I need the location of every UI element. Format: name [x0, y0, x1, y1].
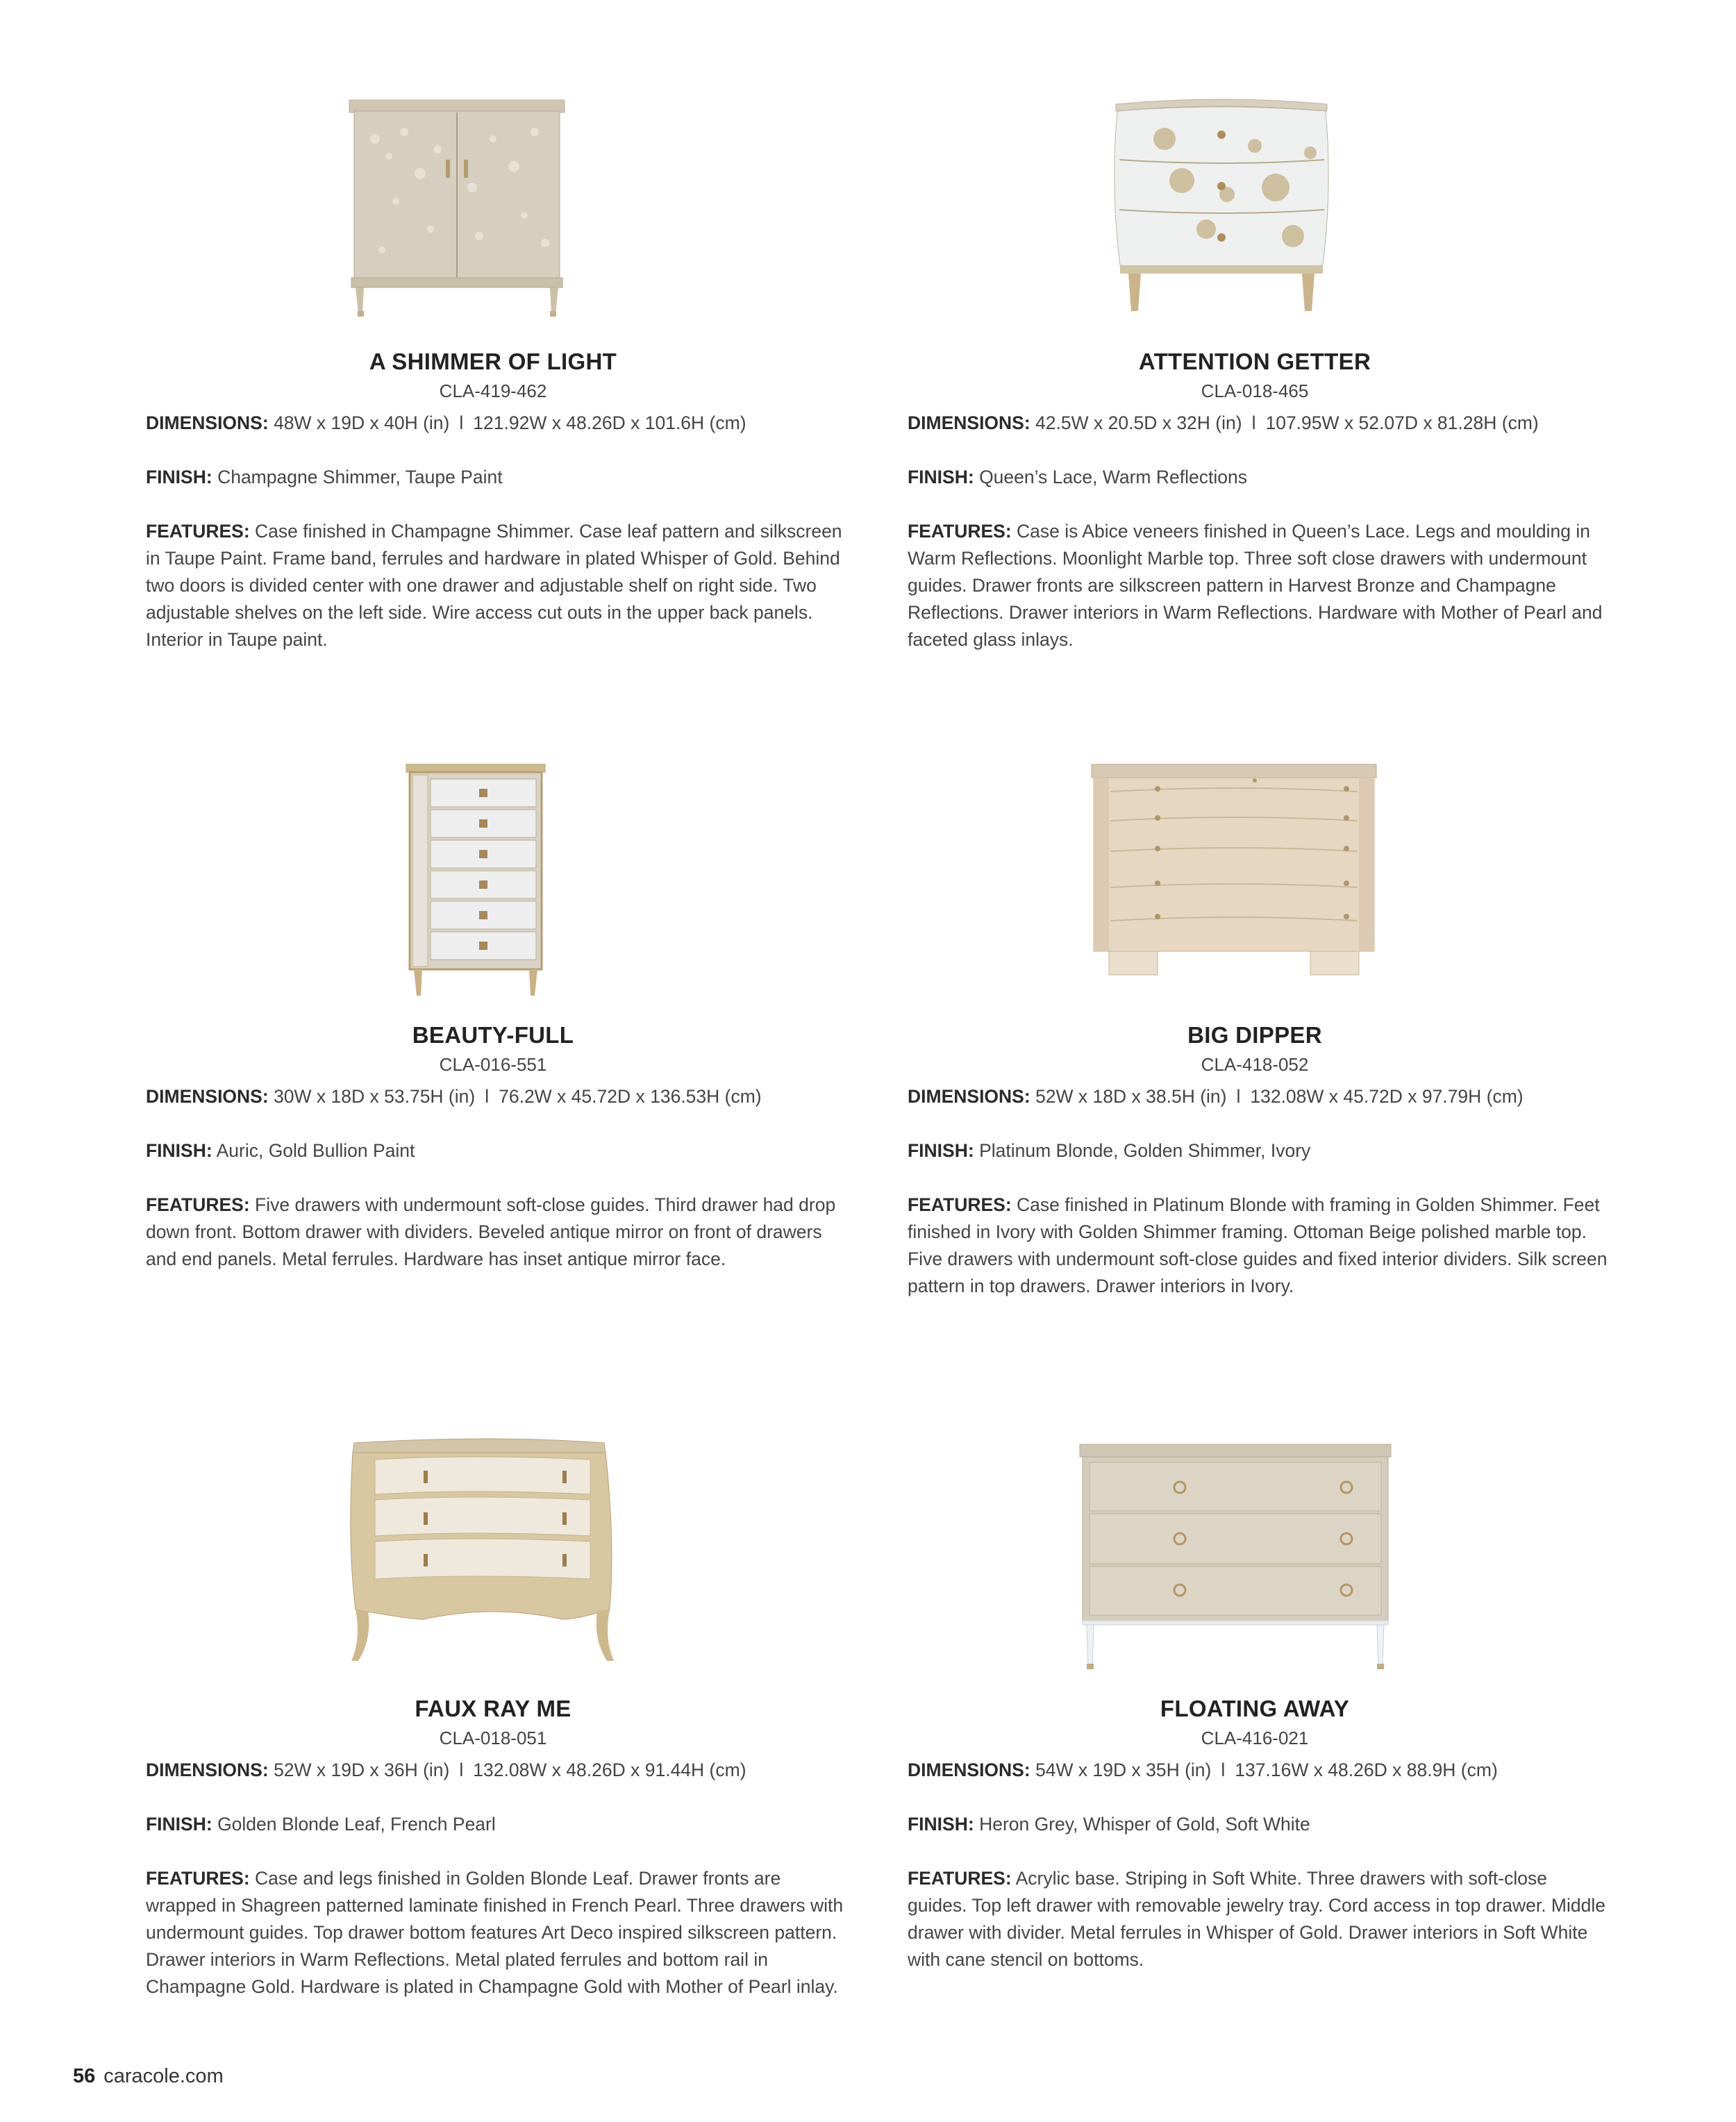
chest-illustration [908, 90, 1602, 326]
product-title: BIG DIPPER [1187, 1022, 1322, 1048]
product-title: FAUX RAY ME [415, 1696, 571, 1721]
dimensions-in: 52W x 19D x 36H (in) [274, 1760, 450, 1780]
product-image [908, 1437, 1602, 1673]
dimensions-in: 52W x 18D x 38.5H (in) [1035, 1086, 1227, 1107]
product-image [908, 90, 1602, 326]
dimensions-separator: l [459, 1760, 464, 1780]
finish-label: FINISH: [146, 1140, 212, 1161]
page-footer [73, 2065, 224, 2088]
product-image [146, 764, 840, 1000]
product-title: FLOATING AWAY [1160, 1696, 1350, 1721]
dimensions-separator: l [1221, 1760, 1226, 1780]
finish-value: Golden Blonde Leaf, French Pearl [217, 1814, 496, 1835]
product-title: A SHIMMER OF LIGHT [369, 349, 617, 374]
finish-row [146, 464, 847, 491]
features-label: FEATURES: [908, 1194, 1012, 1215]
features-label: FEATURES: [908, 1868, 1012, 1889]
features-label: FEATURES: [146, 1194, 250, 1215]
dimensions-separator: l [1236, 1086, 1241, 1107]
finish-row [908, 464, 1609, 491]
dimensions-separator: l [485, 1086, 490, 1107]
dimensions-row [146, 1757, 847, 1784]
finish-label: FINISH: [146, 1814, 212, 1835]
features-text: Case and legs finished in Golden Blonde Leaf. Drawer fronts are wrapped in Shagreen patterned laminate finished in French Pearl. Three drawers with undermount guides. Top drawer bottom features Art Deco inspired silkscreen pattern. Drawer interiors in Warm Reflections. Metal plated ferrules and bottom rail in Champagne Gold. Hardware is plated in Champagne Gold with Mother of Pearl inlay. [146, 1868, 844, 1997]
features-text: Case finished in Champagne Shimmer. Case leaf pattern and silkscreen in Taupe Paint. Frame band, ferrules and hardware in plated Whisper of Gold. Behind two doors is divided center with one drawer and adjustable shelf on right side. Two adjustable shelves on the left side. Wire access cut outs in the upper back panels. Interior in Taupe paint. [146, 521, 842, 650]
finish-label: FINISH: [908, 1814, 974, 1835]
finish-row [908, 1811, 1609, 1838]
dimensions-cm: 132.08W x 48.26D x 91.44H (cm) [473, 1760, 746, 1780]
dimensions-cm: 132.08W x 45.72D x 97.79H (cm) [1250, 1086, 1524, 1107]
features-text: Acrylic base. Striping in Soft White. Three drawers with soft-close guides. Top left drawer with removable jewelry tray. Cord access in top drawer. Middle drawer with divider. Metal ferrules in Whisper of Gold. Drawer interiors in Soft White with cane stencil on bottoms. [908, 1868, 1605, 1970]
features-row [146, 518, 847, 653]
features-row [146, 1865, 847, 2000]
product-image [146, 1437, 840, 1673]
product-title: BEAUTY-FULL [412, 1022, 574, 1048]
finish-label: FINISH: [908, 467, 974, 487]
finish-label: FINISH: [146, 467, 212, 487]
finish-value: Platinum Blonde, Golden Shimmer, Ivory [979, 1140, 1311, 1161]
features-label: FEATURES: [908, 521, 1012, 542]
page-number: 56 [73, 2065, 96, 2087]
cabinet-illustration [146, 90, 840, 326]
product-sku: CLA-416-021 [1201, 1728, 1309, 1748]
dimensions-row [146, 410, 847, 437]
dimensions-row [908, 1757, 1609, 1784]
dimensions-cm: 76.2W x 45.72D x 136.53H (cm) [499, 1086, 762, 1107]
finish-row [146, 1811, 847, 1838]
finish-row [908, 1137, 1609, 1164]
finish-label: FINISH: [908, 1140, 974, 1161]
features-row [908, 1865, 1609, 1973]
finish-value: Heron Grey, Whisper of Gold, Soft White [979, 1814, 1310, 1835]
finish-value: Auric, Gold Bullion Paint [216, 1140, 415, 1161]
dimensions-in: 54W x 19D x 35H (in) [1035, 1760, 1212, 1780]
product-image [146, 90, 840, 326]
chest-illustration [146, 1437, 840, 1673]
dresser-illustration [908, 1437, 1602, 1673]
dimensions-in: 42.5W x 20.5D x 32H (in) [1035, 412, 1242, 433]
dimensions-row [908, 1083, 1609, 1110]
finish-value: Queen’s Lace, Warm Reflections [979, 467, 1247, 487]
features-label: FEATURES: [146, 1868, 250, 1889]
product-sku: CLA-419-462 [439, 381, 547, 401]
dimensions-separator: l [459, 412, 464, 433]
features-text: Five drawers with undermount soft-close guides. Third drawer had drop down front. Bottom drawer with dividers. Beveled antique mirror on front of drawers and end panels. Metal ferrules. Hardware has inset antique mirror face. [146, 1194, 836, 1269]
lingerie-chest-illustration [146, 764, 840, 1000]
dimensions-label: DIMENSIONS: [146, 1760, 269, 1780]
features-text: Case finished in Platinum Blonde with framing in Golden Shimmer. Feet finished in Ivory with Golden Shimmer framing. Ottoman Beige polished marble top. Five drawers with undermount soft-close guides and fixed interior dividers. Silk screen pattern in top drawers. Drawer interiors in Ivory. [908, 1194, 1608, 1296]
site-link[interactable]: caracole.com [103, 2065, 224, 2087]
product-sku: CLA-018-465 [1201, 381, 1309, 401]
product-sku: CLA-418-052 [1201, 1054, 1309, 1075]
dimensions-row [146, 1083, 847, 1110]
product-title: ATTENTION GETTER [1138, 349, 1371, 374]
features-row [908, 518, 1609, 653]
dimensions-separator: l [1251, 412, 1256, 433]
dimensions-in: 30W x 18D x 53.75H (in) [274, 1086, 476, 1107]
product-image [908, 764, 1602, 1000]
dimensions-in: 48W x 19D x 40H (in) [274, 412, 450, 433]
features-row [146, 1192, 847, 1273]
product-sku: CLA-018-051 [439, 1728, 547, 1748]
dimensions-cm: 107.95W x 52.07D x 81.28H (cm) [1265, 412, 1539, 433]
features-text: Case is Abice veneers finished in Queen’s Lace. Legs and moulding in Warm Reflections. Moonlight Marble top. Three soft close drawers with undermount guides. Drawer fronts are silkscreen pattern in Harvest Bronze and Champagne Reflections. Drawer interiors in Warm Reflections. Hardware with Mother of Pearl and faceted glass inlays. [908, 521, 1603, 650]
dimensions-label: DIMENSIONS: [146, 1086, 269, 1107]
product-sku: CLA-016-551 [439, 1054, 547, 1075]
finish-row [146, 1137, 847, 1164]
dimensions-label: DIMENSIONS: [908, 1760, 1030, 1780]
features-row [908, 1192, 1609, 1300]
dimensions-row [908, 410, 1609, 437]
dresser-illustration [908, 764, 1602, 1000]
dimensions-label: DIMENSIONS: [908, 1086, 1030, 1107]
dimensions-label: DIMENSIONS: [908, 412, 1030, 433]
finish-value: Champagne Shimmer, Taupe Paint [217, 467, 503, 487]
features-label: FEATURES: [146, 521, 250, 542]
dimensions-cm: 137.16W x 48.26D x 88.9H (cm) [1235, 1760, 1498, 1780]
dimensions-cm: 121.92W x 48.26D x 101.6H (cm) [473, 412, 746, 433]
dimensions-label: DIMENSIONS: [146, 412, 269, 433]
